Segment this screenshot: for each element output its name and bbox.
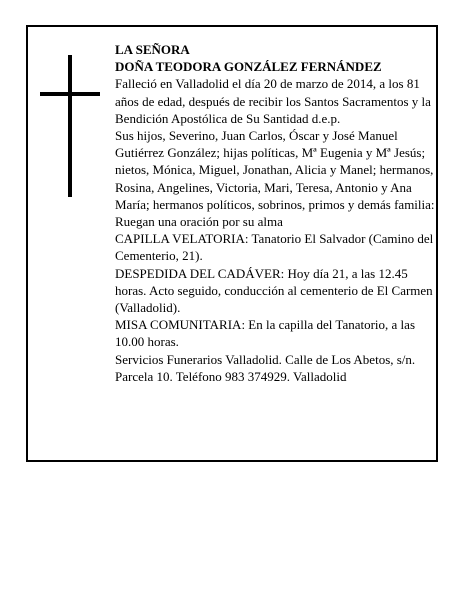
- funeral-chapel-info: CAPILLA VELATORIA: Tanatorio El Salvador (Camino del Cementerio, 21).: [115, 231, 434, 264]
- family-list: Sus hijos, Severino, Juan Carlos, Óscar y José Manuel Gutiérrez González; hijas políticas, Mª Eugenia y Mª Jesús; nietos, Mónica, Miguel, Jonathan, Alicia y Manel; hermanos, Rosina, Angelines, Victoria, Mari, Teresa, Antonio y Ana María; hermanos políticos, sobrinos, primos y demás familia:: [115, 128, 435, 212]
- obituary-notice: [26, 25, 438, 462]
- obituary-heading: LA SEÑORA: [115, 42, 190, 57]
- mass-info: MISA COMUNITARIA: En la capilla del Tanatorio, a las 10.00 horas.: [115, 317, 416, 350]
- obituary-text: [115, 41, 435, 385]
- prayer-request: Ruegan una oración por su alma: [115, 214, 283, 230]
- cross-vertical-bar: [68, 55, 72, 197]
- farewell-info: DESPEDIDA DEL CADÁVER: Hoy día 21, a las 12.45 horas. Acto seguido, conducción al cementerio de El Carmen (Valladolid).: [115, 265, 433, 316]
- funeral-services-contact: Servicios Funerarios Valladolid. Calle de Los Abetos, s/n. Parcela 10. Teléfono 983 374929. Valladolid: [115, 351, 416, 384]
- cross-horizontal-bar: [40, 92, 100, 96]
- death-announcement: Falleció en Valladolid el día 20 de marzo de 2014, a los 81 años de edad, después de recibir los Santos Sacramentos y la Bendición Apostólica de Su Santidad d.e.p.: [115, 76, 431, 126]
- deceased-name: DOÑA TEODORA GONZÁLEZ FERNÁNDEZ: [115, 59, 382, 75]
